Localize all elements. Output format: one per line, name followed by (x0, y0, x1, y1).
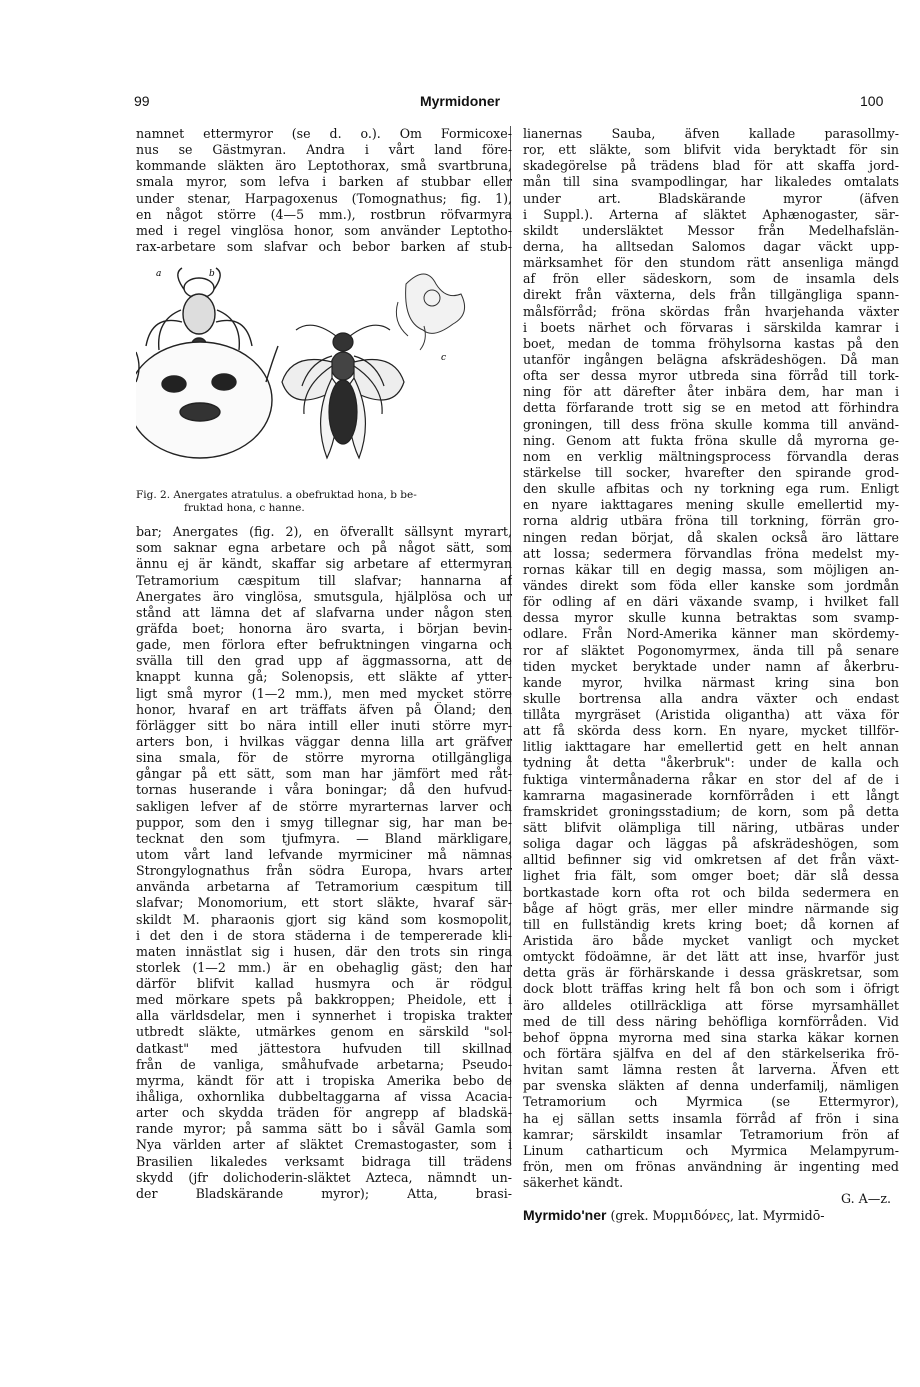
text-line: ihåliga, oxhornlika dubbeltaggarna af vissa Acacia- (136, 1089, 512, 1105)
text-line: ligt små myror (1—2 mm.), men med mycket större (136, 685, 512, 701)
text-line: tillåta myrgräset (Aristida oligantha) att växa för (523, 707, 899, 723)
caption-line-2: fruktad hona, c hanne. (184, 502, 305, 515)
text-line: alla världsdelar, men i synnerhet i tropiska trakter (136, 1008, 512, 1024)
text-line: boet, medan de tomma fröhylsorna kastas på den (523, 335, 899, 351)
text-line: Tetramorium och Myrmica (se Ettermyror), (523, 1094, 899, 1110)
ant-illustration (136, 262, 512, 487)
text-line: storlek (1—2 mm.) är en obehaglig gäst; den har (136, 959, 512, 975)
text-line: i Suppl.). Arterna af släktet Aphænogaster, sär- (523, 206, 899, 222)
right-column-text (523, 126, 899, 1191)
text-line: rax-arbetare som slafvar och bebor barken af stub- (136, 238, 512, 254)
text-line: tecknat den som tjufmyra. — Bland märkligare, (136, 830, 512, 846)
text-line: stånd att lämna det af slafvarna under någon sten (136, 604, 512, 620)
text-line: sakligen lefver af de större myrarternas larver och (136, 798, 512, 814)
text-line: detta förfarande trott sig se en metod att förhindra (523, 400, 899, 416)
text-line: äro alldeles otillräckliga att förse myrsamhället (523, 997, 899, 1013)
page-number-left: 99 (134, 93, 150, 109)
running-title: Myrmidoner (419, 93, 501, 109)
left-column-text-bottom (136, 524, 512, 1202)
text-line: groningen, till dess fröna skulle komma till använd- (523, 416, 899, 432)
entry-headword: Myrmido'ner (523, 1207, 607, 1224)
text-line: som saknar egna arbetare och på något sätt, som (136, 540, 512, 556)
text-line: därför blifvit kallad husmyra och är rödgul (136, 976, 512, 992)
left-column (136, 126, 512, 1202)
text-line: smala myror, som lefva i barken af stubbar eller (136, 174, 512, 190)
text-line: båge af högt gräs, mer eller mindre närmande sig (523, 900, 899, 916)
text-line: Strongylognathus från södra Europa, hvars arter (136, 863, 512, 879)
text-line: ning för att därefter åter inbära dem, har man i (523, 384, 899, 400)
text-line: kommande släkten äro Leptothorax, små svartbruna, (136, 158, 512, 174)
text-line: ha ej sällan setts insamla förråd af frön i sina (523, 1110, 899, 1126)
text-line: ningen redan börjat, då skalen också äro lättare (523, 529, 899, 545)
text-line: arter och skydda träden för angrepp af bladskä- (136, 1105, 512, 1121)
text-line: skulle bortrensa alla andra växter och endast (523, 690, 899, 706)
text-line: bortkastade korn ofta rot och bilda sedermera en (523, 884, 899, 900)
text-line: skydd (jfr dolichoderin-släktet Azteca, nämndt un- (136, 1169, 512, 1185)
text-line: derna, ha alltsedan Salomos dagar väckt upp- (523, 238, 899, 254)
text-line: i det den i de stora städerna i de tempererade kli- (136, 927, 512, 943)
text-line: Brasilien likaledes verksamt bidraga till trädens (136, 1153, 512, 1169)
text-line: detta gräs är förhärskande i dessa gräskretsar, som (523, 965, 899, 981)
text-line: under stenar, Harpagoxenus (Tomognathus; fig. 1), (136, 190, 512, 206)
text-line: den skulle afbitas och ny torkning ega rum. Enligt (523, 481, 899, 497)
text-line: ror af släktet Pogonomyrmex, ända till på senare (523, 642, 899, 658)
text-line: sätt blifvit olämpliga till näring, utbäras under (523, 820, 899, 836)
text-line: ror, ett släkte, som blifvit vida beryktadt för sin (523, 142, 899, 158)
page-number-right: 100 (860, 93, 884, 109)
text-line: nus se Gästmyran. Andra i vårt land före- (136, 142, 512, 158)
text-line: vändes direkt som föda eller kanske som jordmån (523, 577, 899, 593)
text-line: mån till sina svampodlingar, har likaledes omtalats (523, 174, 899, 190)
text-line: för odling af en däri växande svamp, i hvilket fall (523, 594, 899, 610)
text-line: utanför ingången belägna afskrädeshögen. Då man (523, 351, 899, 367)
text-line: gångar på ett sätt, som man har jämfört med råt- (136, 766, 512, 782)
text-line: namnet ettermyror (se d. o.). Om Formicoxe- (136, 126, 512, 141)
text-line: der Bladskärande myror); Atta, brasi- (136, 1185, 512, 1201)
text-line: Tetramorium cæspitum till slafvar; hannarna af (136, 572, 512, 588)
text-line: sina smala, för de större myrorna otillgängliga (136, 750, 512, 766)
author-signature: G. A—z. (841, 1191, 891, 1207)
text-line: Aristida äro både mycket vanligt och mycket (523, 933, 899, 949)
figure-label-a: a (156, 269, 162, 280)
text-line: knappt kunna gå; Solenopsis, ett släkte af ytter- (136, 669, 512, 685)
text-line: under art. Bladskärande myror (äfven (523, 190, 899, 206)
text-line: slafvar; Monomorium, ett stort släkte, hvaraf sär- (136, 895, 512, 911)
text-line: myrma, kändt för att i tropiska Amerika bebo de (136, 1072, 512, 1088)
ant-queen-a (136, 268, 278, 458)
text-line: skadegörelse på trädens blad för att skaffa jord- (523, 158, 899, 174)
text-line: behof öppna myrorna med sina starka käkar kornen (523, 1029, 899, 1045)
text-line: dessa myror skulle kunna betraktas som svamp- (523, 610, 899, 626)
text-line: lighet fria fält, som omger boet; där slå dessa (523, 868, 899, 884)
text-line: rande myror; på samma sätt bo i såväl Gamla som (136, 1121, 512, 1137)
text-line: med i regel vinglösa honor, som använder Leptotho- (136, 222, 512, 238)
text-line: Linum catharticum och Myrmica Melampyrum- (523, 1142, 899, 1158)
text-line: honor, hvaraf en art träffats äfven på Öland; den (136, 701, 512, 717)
text-line: arters bon, i hvilkas väggar denna lilla art gräfver (136, 733, 512, 749)
text-line: odlare. Från Nord-Amerika känner man skördemy- (523, 626, 899, 642)
text-line: ännu ej är kändt, skaffar sig arbetare af ettermyran (136, 556, 512, 572)
text-line: soliga dagar och läggas på afskrädeshögen, som (523, 836, 899, 852)
text-line: frön, men om frönas användning är ingenting med (523, 1159, 899, 1174)
text-line: puppor, som den i smyg tillegnar sig, har man be- (136, 814, 512, 830)
text-line: fuktiga vintermånaderna råkar en stor del af de i (523, 771, 899, 787)
caption-line-1: Fig. 2. Anergates atratulus. a obefruktad hona, b be- (136, 489, 417, 502)
text-line: kamrar; särskildt insamlar Tetramorium frön af (523, 1126, 899, 1142)
text-line: skildt undersläktet Messor från Medelhafslän- (523, 222, 899, 238)
text-line: gräfda boet; honorna äro svarta, i början bevin- (136, 620, 512, 636)
text-line: rornas käkar till en degig massa, som möjligen an- (523, 561, 899, 577)
text-line: ofta ser dessa myror utbreda sina förråd till tork- (523, 368, 899, 384)
text-line: med de till dess näring behöfliga kornförråden. Vid (523, 1013, 899, 1029)
figure-label-c: c (441, 353, 447, 364)
entry-etymology: (grek. Μυρμιδόνες, lat. Myrmidō- (606, 1208, 825, 1224)
text-line: datkast" med jättestora hufvuden till skillnad (136, 1040, 512, 1056)
text-line: att få skörda dess korn. En nyare, mycket tillför- (523, 723, 899, 739)
text-line: alltid befinner sig vid omkretsen af det från växt- (523, 852, 899, 868)
text-line: Nya världen arter af släktet Cremastogaster, som i (136, 1137, 512, 1153)
figure-anergates (136, 262, 512, 487)
text-line: maten innästlat sig i husen, där den trots sin ringa (136, 943, 512, 959)
text-line: använda arbetarna af Tetramorium cæspitum till (136, 879, 512, 895)
text-line: bar; Anergates (fig. 2), en öfverallt sällsynt myrart, (136, 524, 512, 540)
text-line: omtyckt födoämne, är det lätt att inse, hvarför just (523, 949, 899, 965)
text-line: af frön eller sädeskorn, som de insamla dels (523, 271, 899, 287)
text-line: att lossa; sedermera förvandlas fröna medelst my- (523, 545, 899, 561)
text-line: dock blott träffas kring helt få bon och som i öfrigt (523, 981, 899, 997)
figure-label-b: b (209, 269, 215, 280)
text-line: hvitan samt lämna resten åt larverna. Äfven ett (523, 1062, 899, 1078)
text-line: nom en verklig mältningsprocess förvandla deras (523, 448, 899, 464)
text-line: utbredt släkte, utmärkes genom en särskild "sol- (136, 1024, 512, 1040)
text-line: ning. Genom att fukta fröna skulle då myrorna ge- (523, 432, 899, 448)
ant-queen-b (282, 325, 404, 458)
text-line: förlägger sitt bo nära intill eller inuti större myr- (136, 717, 512, 733)
text-line: stärkelse till socker, hvarefter den spirande grod- (523, 464, 899, 480)
text-line: tydning åt detta "åkerbruk": under de kalla och (523, 755, 899, 771)
ant-male-c (396, 274, 464, 350)
text-line: framskridet groningsstadium; de korn, som på detta (523, 803, 899, 819)
text-line: Anergates äro vinglösa, smutsgula, hjälplösa och ur (136, 588, 512, 604)
text-line: målsförråd; fröna skördas från hvarjehanda växter (523, 303, 899, 319)
text-line: märksamhet för den stundom rätt ansenliga mängd (523, 255, 899, 271)
text-line: svälla till den grad upp af äggmassorna, att de (136, 653, 512, 669)
text-line: tiden mycket beryktade under namn af åkerbru- (523, 658, 899, 674)
text-line: lianernas Sauba, äfven kallade parasollmy- (523, 126, 899, 141)
signature-line (523, 1191, 899, 1207)
text-line: med mörkare spets på bakkroppen; Pheidole, ett i (136, 992, 512, 1008)
text-line: en nyare iakttagares mening skulle emellertid my- (523, 497, 899, 513)
figure-caption (136, 489, 512, 515)
entry-myrmidoner (523, 1207, 899, 1223)
text-line: en något större (4—5 mm.), rostbrun röfvarmyra (136, 206, 512, 222)
text-line: direkt från växterna, dels från tillgängliga spann- (523, 287, 899, 303)
text-line: skildt M. pharaonis gjort sig känd som kosmopolit, (136, 911, 512, 927)
left-column-text-top (136, 126, 512, 255)
text-line: kamrarna magasinerade kornförråden i ett långt (523, 787, 899, 803)
text-line: i boets närhet och förvaras i särskilda kamrar i (523, 319, 899, 335)
text-line: litlig iakttagare har emellertid gett en helt annan (523, 739, 899, 755)
text-line: till en fullständig krets kring boet; då kornen af (523, 916, 899, 932)
text-line: par svenska släkten af denna underfamilj, nämligen (523, 1078, 899, 1094)
text-line: rorna aldrig utbära fröna till torkning, förrän gro- (523, 513, 899, 529)
text-line: säkerhet kändt. (523, 1175, 624, 1191)
text-line: utom vårt land lefvande myrmiciner må nämnas (136, 846, 512, 862)
text-line: gade, men förlora efter befruktningen vingarna och (136, 637, 512, 653)
text-line: från de vanliga, småhufvade arbetarna; Pseudo- (136, 1056, 512, 1072)
text-line: tornas huserande i våra boningar; då den hufvud- (136, 782, 512, 798)
text-line: kande myror, hvilka närmast kring sina bon (523, 674, 899, 690)
text-line: och förtära själfva en del af den stärkelserika frö- (523, 1046, 899, 1062)
right-column (523, 126, 899, 1224)
